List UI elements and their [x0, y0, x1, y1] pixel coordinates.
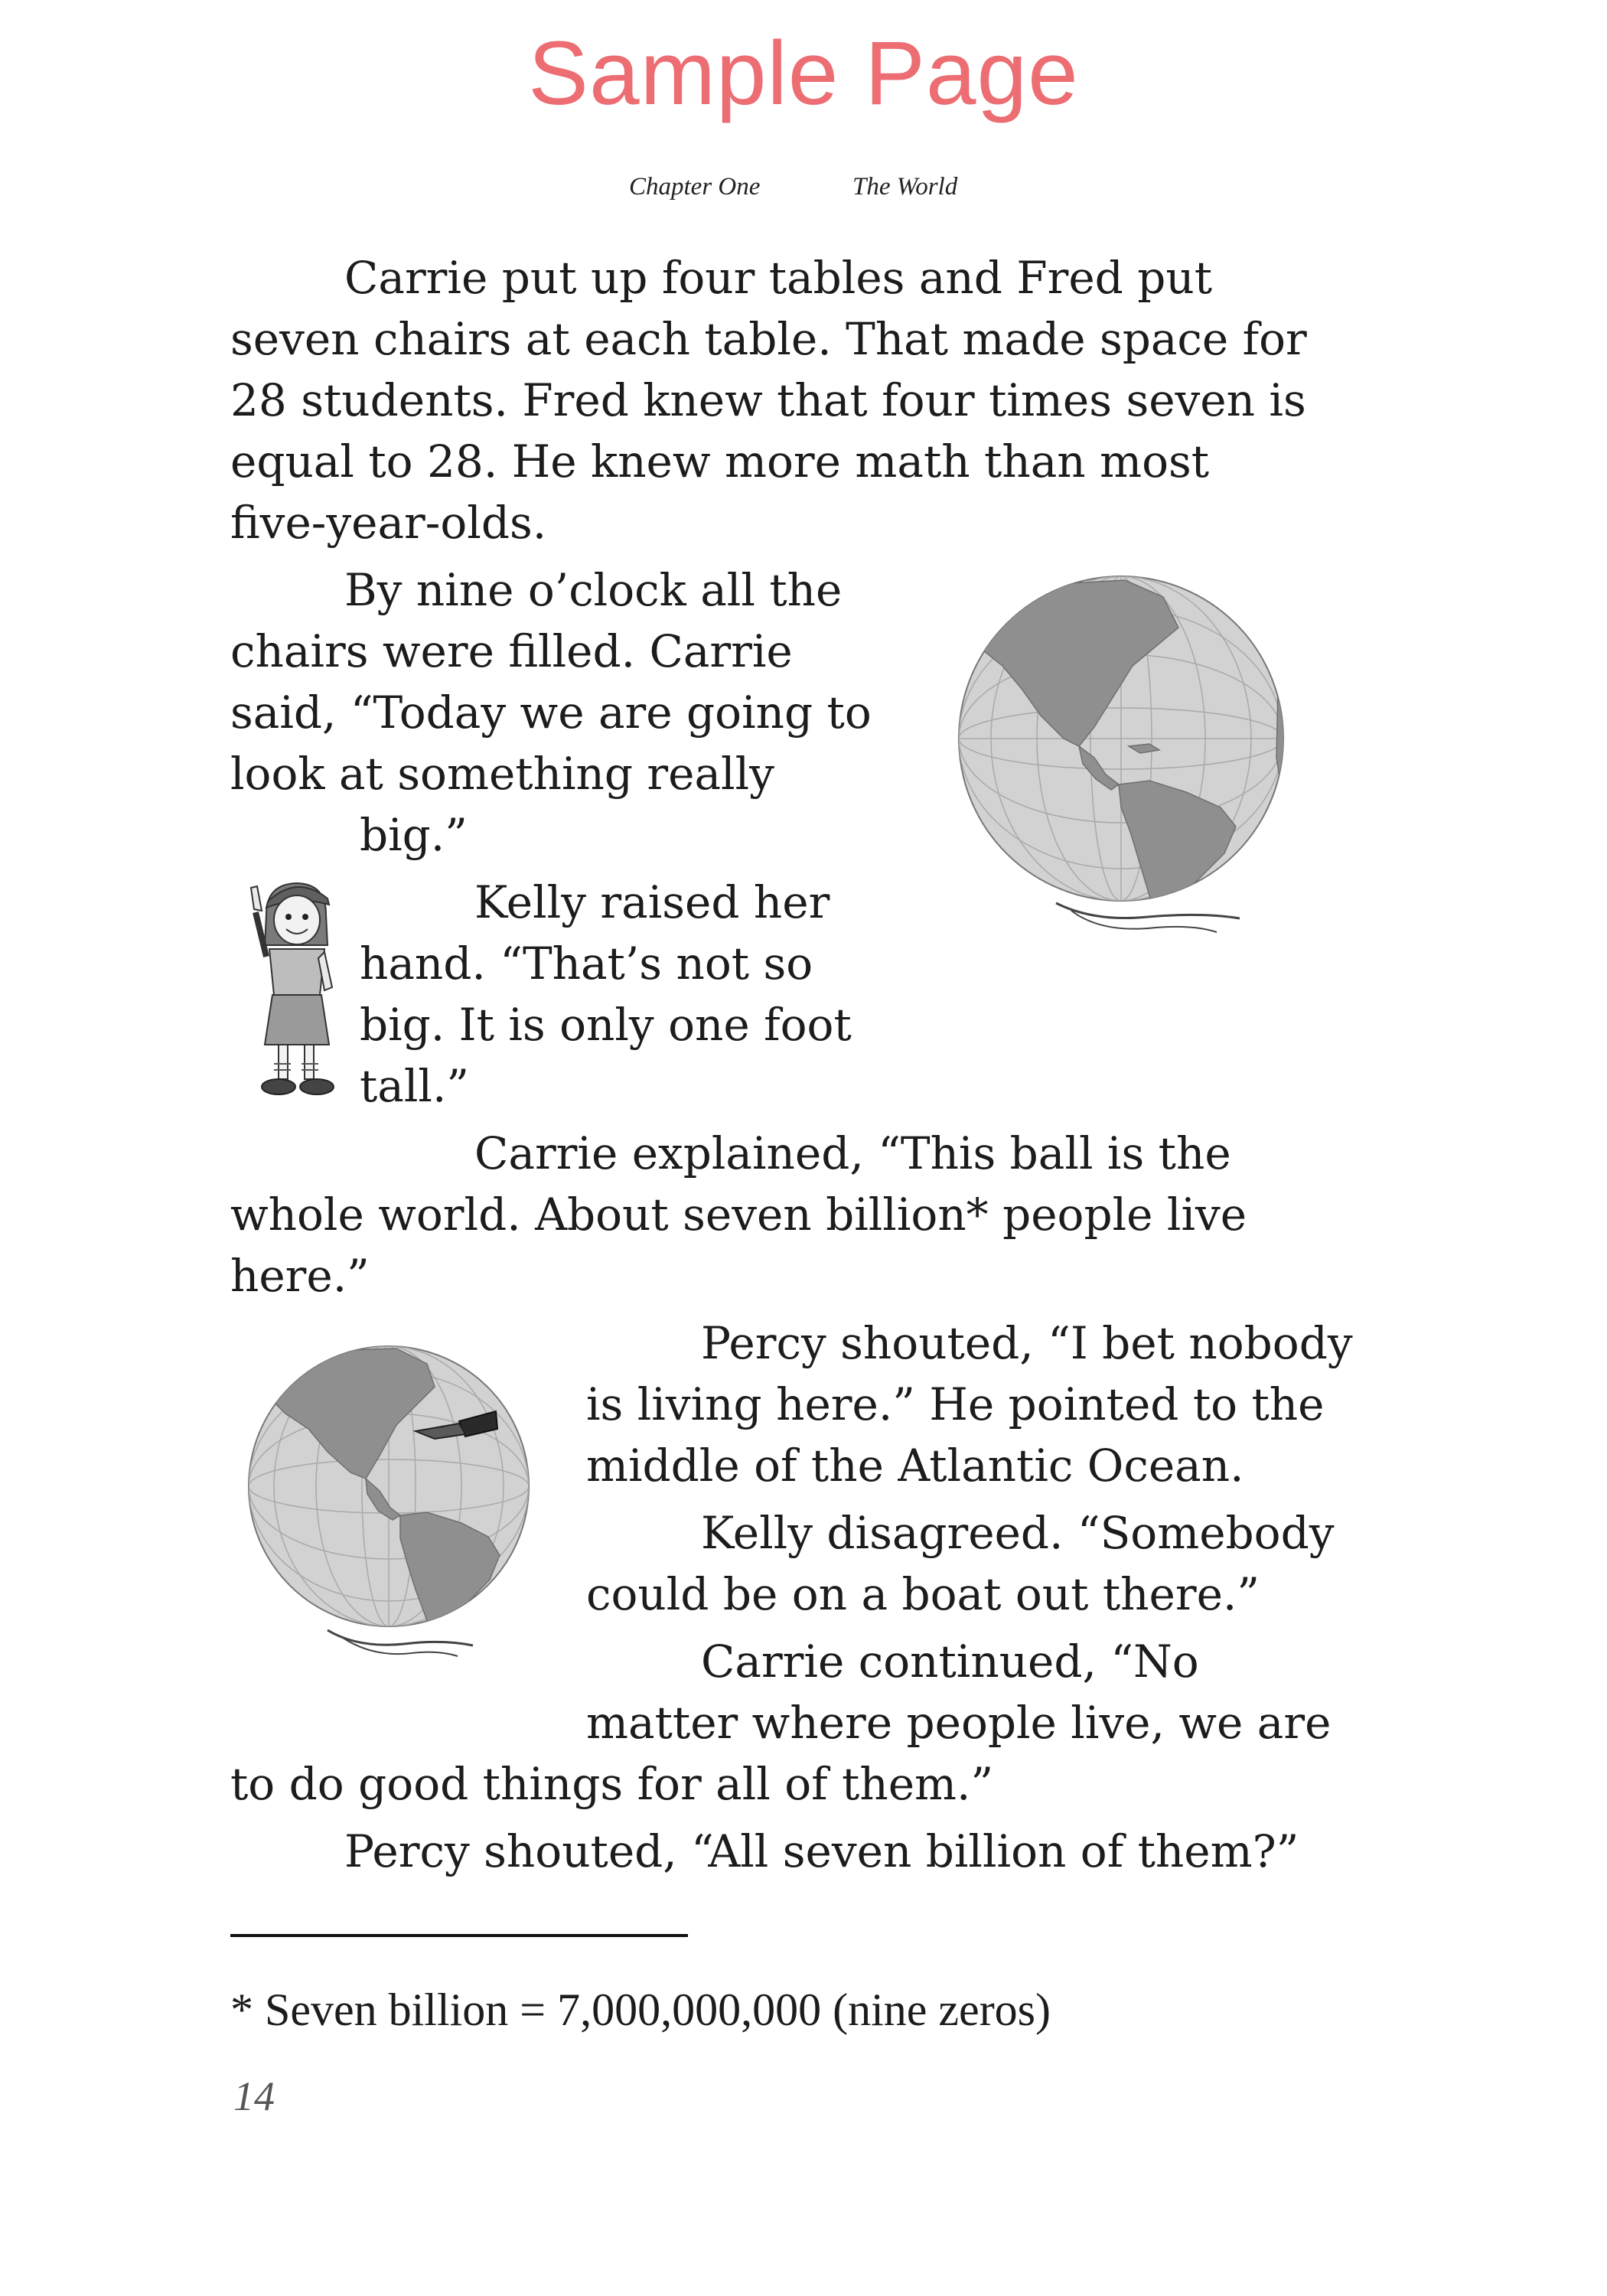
page-number: 14	[233, 2073, 275, 2119]
text-line: Kelly raised her	[474, 876, 830, 928]
text-line: big.”	[360, 809, 468, 861]
globe-illustration	[949, 574, 1293, 941]
text-line: five-year-olds.	[230, 497, 547, 549]
text-line: tall.”	[360, 1060, 470, 1112]
chapter-title: The World	[852, 173, 958, 201]
chapter-label: Chapter One	[629, 173, 761, 201]
sample-page-watermark: Sample Page	[528, 23, 1079, 124]
text-line: look at something really	[230, 748, 774, 800]
globe-pointing-illustration	[243, 1341, 534, 1662]
text-line: Carrie put up four tables and Fred put	[344, 252, 1213, 304]
text-line: could be on a boat out there.”	[586, 1568, 1260, 1620]
text-line: big. It is only one foot	[360, 999, 852, 1051]
text-line: By nine o’clock all the	[344, 564, 843, 616]
text-line: Carrie explained, “This ball is the	[474, 1127, 1231, 1179]
text-line: Percy shouted, “All seven billion of them?”	[344, 1825, 1299, 1877]
footnote: * Seven billion = 7,000,000,000 (nine zeros)	[230, 1985, 1051, 2035]
text-line: 28 students. Fred knew that four times seven is	[230, 374, 1306, 426]
text-line: seven chairs at each table. That made space for	[230, 313, 1307, 365]
text-line: here.”	[230, 1250, 370, 1302]
text-line: Percy shouted, “I bet nobody	[701, 1317, 1353, 1369]
text-line: equal to 28. He knew more math than most	[230, 435, 1210, 488]
text-line: Kelly disagreed. “Somebody	[701, 1507, 1335, 1559]
text-line: chairs were filled. Carrie	[230, 625, 793, 677]
kelly-girl-illustration	[243, 872, 343, 1102]
text-line: middle of the Atlantic Ocean.	[586, 1440, 1244, 1492]
text-line: hand. “That’s not so	[360, 938, 813, 990]
footnote-divider	[230, 1934, 688, 1937]
text-line: is living here.” He pointed to the	[586, 1378, 1325, 1430]
text-line: to do good things for all of them.”	[230, 1758, 994, 1810]
text-line: Carrie continued, “No	[701, 1636, 1199, 1688]
text-line: said, “Today we are going to	[230, 687, 872, 739]
text-line: matter where people live, we are	[586, 1697, 1332, 1749]
text-line: whole world. About seven billion* people live	[230, 1189, 1247, 1241]
